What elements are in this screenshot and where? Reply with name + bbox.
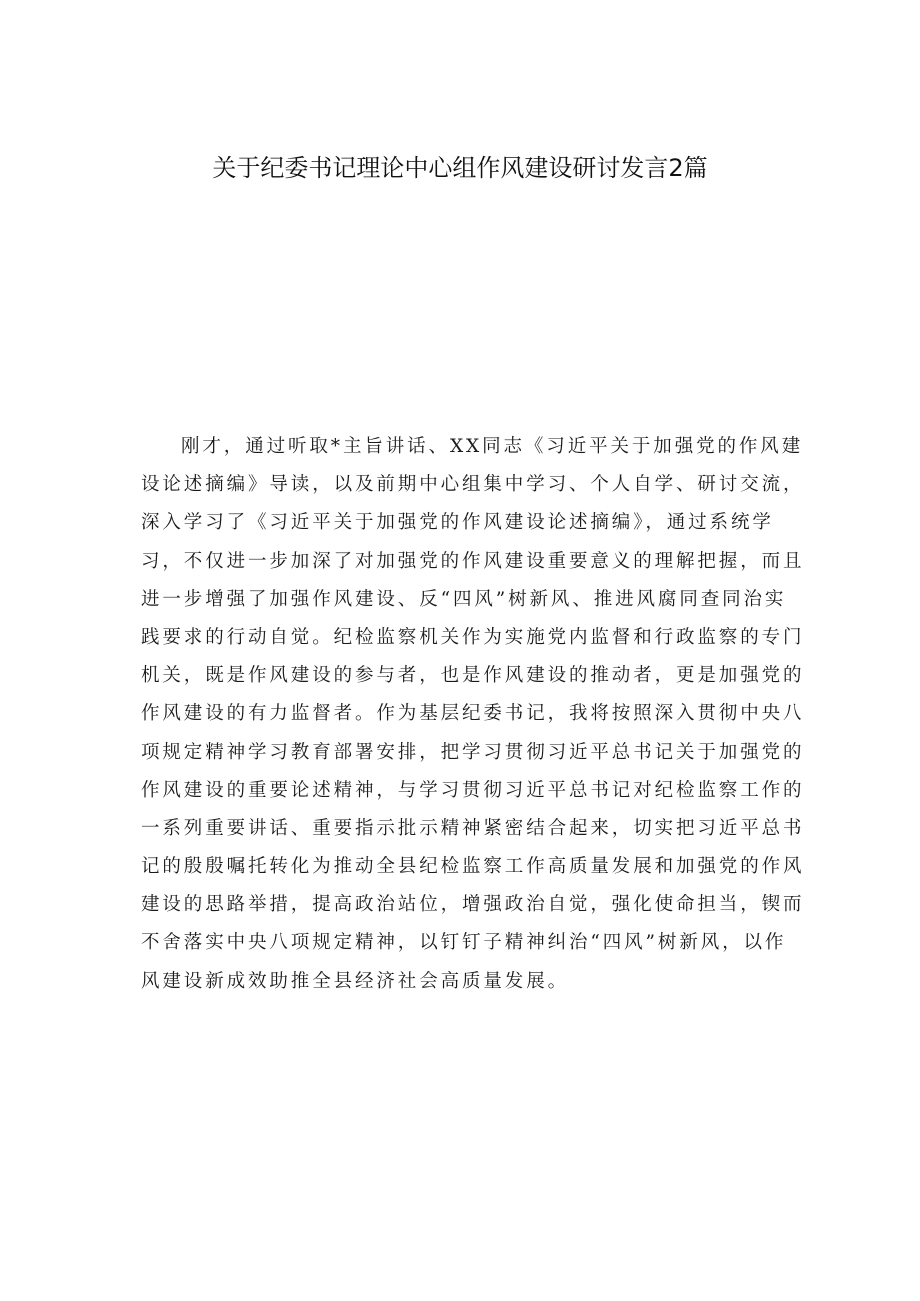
paragraph-line: 刚才，通过听取*主旨讲话、XX同志《习近平关于加强党的作风建 <box>181 436 804 457</box>
paragraph-line: 不舍落实中央八项规定精神，以钉钉子精神纠治“四风”树新风，以作 <box>141 932 787 954</box>
paragraph-line: 机关，既是作风建设的参与者，也是作风建设的推动者，更是加强党的 <box>141 665 805 687</box>
paragraph-line: 记的殷殷嘱托转化为推动全县纪检监察工作高质量发展和加强党的作风 <box>141 856 805 878</box>
document-title: 关于纪委书记理论中心组作风建设研讨发言2篇 <box>212 154 708 182</box>
paragraph-line: 一系列重要讲话、重要指示批示精神紧密结合起来，切实把习近平总书 <box>141 817 805 839</box>
paragraph-line: 进一步增强了加强作风建设、反“四风”树新风、推进风腐同查同治实 <box>141 588 787 610</box>
paragraph-line: 作风建设的重要论述精神，与学习贯彻习近平总书记对纪检监察工作的 <box>141 779 805 801</box>
paragraph-line: 项规定精神学习教育部署安排，把学习贯彻习近平总书记关于加强党的 <box>141 741 805 763</box>
paragraph-line: 风建设新成效助推全县经济社会高质量发展。 <box>141 970 570 992</box>
paragraph-line: 建设的思路举措，提高政治站位，增强政治自觉，强化使命担当，锲而 <box>141 894 805 916</box>
body-paragraph <box>141 428 805 1001</box>
paragraph-line: 践要求的行动自觉。纪检监察机关作为实施党内监督和行政监察的专门 <box>141 626 805 648</box>
paragraph-line: 作风建设的有力监督者。作为基层纪委书记，我将按照深入贯彻中央八 <box>141 703 805 725</box>
paragraph-line: 习，不仅进一步加深了对加强党的作风建设重要意义的理解把握，而且 <box>141 550 805 572</box>
paragraph-line: 设论述摘编》导读，以及前期中心组集中学习、个人自学、研讨交流， <box>141 474 805 496</box>
paragraph-line: 深入学习了《习近平关于加强党的作风建设论述摘编》，通过系统学 <box>141 512 774 534</box>
